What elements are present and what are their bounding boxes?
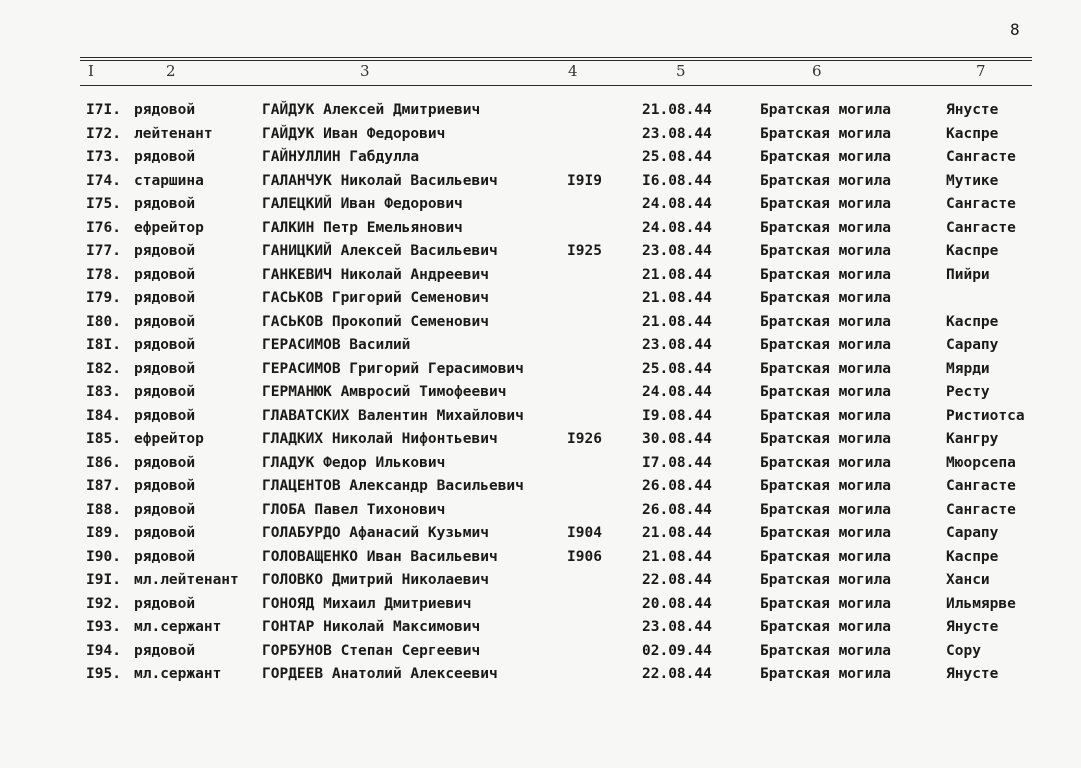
table-row [0, 267, 1081, 291]
record-burial-type: Братская могила [760, 243, 891, 259]
record-rank: рядовой [134, 384, 196, 400]
record-number: I86. [86, 454, 121, 471]
record-death-date: 26.08.44 [642, 501, 712, 518]
record-death-date: I7.08.44 [642, 454, 712, 471]
record-number: I89. [86, 525, 121, 541]
record-rank: старшина [134, 172, 204, 189]
record-burial-place: Мюорсепа [946, 454, 1016, 471]
record-burial-type: Братская могила [760, 219, 891, 236]
record-rank: рядовой [134, 243, 196, 259]
record-burial-place: Сангасте [946, 196, 1016, 212]
record-burial-type: Братская могила [760, 548, 891, 565]
record-death-date: 30.08.44 [642, 431, 712, 447]
record-burial-type: Братская могила [760, 407, 891, 424]
record-burial-type: Братская могила [760, 149, 891, 165]
record-burial-place: Сангасте [946, 478, 1016, 494]
column-number-4: 4 [568, 62, 578, 80]
record-name: ГАЙДУК Алексей Дмитриевич [262, 102, 481, 118]
record-death-date: 20.08.44 [642, 595, 712, 612]
record-rank: рядовой [134, 407, 196, 424]
page-number: 8 [1010, 20, 1020, 39]
table-row [0, 431, 1081, 455]
record-name: ГОНОЯД Михаил Дмитриевич [262, 595, 472, 612]
record-burial-type: Братская могила [760, 666, 891, 682]
record-death-date: 23.08.44 [642, 337, 712, 353]
record-name: ГАЛЕЦКИЙ Иван Федорович [262, 196, 463, 212]
record-burial-type: Братская могила [760, 313, 891, 330]
record-burial-type: Братская могила [760, 196, 891, 212]
record-death-date: 24.08.44 [642, 219, 712, 236]
record-name: ГЛОБА Павел Тихонович [262, 501, 446, 518]
column-number-6: 6 [812, 62, 822, 80]
record-burial-type: Братская могила [760, 266, 891, 283]
record-name: ГЕРМАНЮК Амвросий Тимофеевич [262, 384, 507, 400]
record-burial-place: Янусте [946, 102, 999, 118]
record-name: ГОЛОВКО Дмитрий Николаевич [262, 572, 489, 588]
record-birth-year: I906 [567, 548, 602, 565]
record-burial-type: Братская могила [760, 384, 891, 400]
record-death-date: 23.08.44 [642, 125, 712, 142]
record-name: ГЕРАСИМОВ Василий [262, 337, 411, 353]
record-burial-type: Братская могила [760, 290, 891, 306]
table-row [0, 643, 1081, 667]
record-rank: мл.сержант [134, 666, 222, 682]
record-burial-place: Сангасте [946, 501, 1016, 518]
table-row [0, 173, 1081, 197]
record-name: ГЛАДКИХ Николай Нифонтьевич [262, 431, 498, 447]
record-number: I73. [86, 149, 121, 165]
table-row [0, 102, 1081, 126]
record-rank: рядовой [134, 548, 196, 565]
record-death-date: 02.09.44 [642, 642, 712, 659]
record-number: I92. [86, 595, 121, 612]
record-death-date: 21.08.44 [642, 313, 712, 330]
table-row [0, 455, 1081, 479]
record-rank: рядовой [134, 149, 196, 165]
record-number: I94. [86, 642, 121, 659]
record-number: I93. [86, 619, 121, 635]
record-name: ГАСЬКОВ Прокопий Семенович [262, 313, 489, 330]
record-name: ГАЛКИН Петр Емельянович [262, 219, 463, 236]
record-burial-place: Сору [946, 642, 981, 659]
record-death-date: 22.08.44 [642, 666, 712, 682]
column-number-1: I [88, 62, 94, 80]
table-row [0, 549, 1081, 573]
record-death-date: 21.08.44 [642, 266, 712, 283]
record-death-date: 24.08.44 [642, 384, 712, 400]
record-name: ГЕРАСИМОВ Григорий Герасимович [262, 360, 524, 377]
record-rank: рядовой [134, 266, 196, 283]
record-burial-type: Братская могила [760, 642, 891, 659]
column-number-2: 2 [166, 62, 176, 80]
record-number: I83. [86, 384, 121, 400]
record-rank: рядовой [134, 102, 196, 118]
record-number: I72. [86, 125, 121, 142]
record-burial-type: Братская могила [760, 525, 891, 541]
header-rule-top-second [80, 60, 1032, 61]
table-row [0, 290, 1081, 314]
record-name: ГОЛОВАЩЕНКО Иван Васильевич [262, 548, 498, 565]
record-death-date: 21.08.44 [642, 525, 712, 541]
record-burial-type: Братская могила [760, 172, 891, 189]
record-death-date: 26.08.44 [642, 478, 712, 494]
table-row [0, 596, 1081, 620]
record-burial-place: Ресту [946, 384, 990, 400]
table-row [0, 196, 1081, 220]
record-name: ГЛАЦЕНТОВ Александр Васильевич [262, 478, 524, 494]
record-rank: рядовой [134, 642, 196, 659]
record-burial-place: Сангасте [946, 149, 1016, 165]
record-death-date: 23.08.44 [642, 619, 712, 635]
record-death-date: I9.08.44 [642, 407, 712, 424]
record-burial-type: Братская могила [760, 337, 891, 353]
column-number-3: 3 [360, 62, 370, 80]
record-burial-place: Ристиотса [946, 407, 1025, 424]
record-rank: рядовой [134, 454, 196, 471]
record-rank: лейтенант [134, 125, 213, 142]
record-number: I95. [86, 666, 121, 682]
record-number: I8I. [86, 337, 121, 353]
column-number-7: 7 [976, 62, 986, 80]
record-burial-type: Братская могила [760, 454, 891, 471]
table-row [0, 572, 1081, 596]
record-rank: рядовой [134, 196, 196, 212]
table-row [0, 126, 1081, 150]
record-burial-type: Братская могила [760, 595, 891, 612]
record-burial-place: Каспре [946, 125, 999, 142]
record-burial-type: Братская могила [760, 125, 891, 142]
table-row [0, 619, 1081, 643]
table-row [0, 243, 1081, 267]
table-row [0, 525, 1081, 549]
record-rank: рядовой [134, 595, 196, 612]
record-birth-year: I9I9 [567, 172, 602, 189]
record-name: ГАЙНУЛЛИН Габдулла [262, 149, 420, 165]
record-name: ГАНИЦКИЙ Алексей Васильевич [262, 243, 498, 259]
records-table [0, 102, 1081, 690]
record-number: I79. [86, 290, 121, 306]
record-burial-place: Каспре [946, 313, 999, 330]
record-burial-type: Братская могила [760, 572, 891, 588]
record-birth-year: I926 [567, 431, 602, 447]
record-number: I85. [86, 431, 121, 447]
table-row [0, 149, 1081, 173]
record-burial-place: Мярди [946, 360, 990, 377]
table-row [0, 384, 1081, 408]
record-burial-type: Братская могила [760, 478, 891, 494]
column-number-5: 5 [676, 62, 686, 80]
record-burial-place: Янусте [946, 619, 999, 635]
record-death-date: 25.08.44 [642, 149, 712, 165]
record-rank: рядовой [134, 290, 196, 306]
record-name: ГОРБУНОВ Степан Сергеевич [262, 642, 481, 659]
record-name: ГАЛАНЧУК Николай Васильевич [262, 172, 498, 189]
table-row [0, 361, 1081, 385]
record-number: I78. [86, 266, 121, 283]
record-rank: рядовой [134, 360, 196, 377]
record-name: ГАЙДУК Иван Федорович [262, 125, 446, 142]
record-burial-place: Янусте [946, 666, 999, 682]
record-burial-place: Каспре [946, 548, 999, 565]
table-row [0, 502, 1081, 526]
record-death-date: 25.08.44 [642, 360, 712, 377]
record-name: ГОНТАР Николай Максимович [262, 619, 481, 635]
table-row [0, 220, 1081, 244]
column-number-header [0, 62, 1081, 82]
record-number: I84. [86, 407, 121, 424]
record-burial-type: Братская могила [760, 619, 891, 635]
record-name: ГАСЬКОВ Григорий Семенович [262, 290, 489, 306]
record-rank: рядовой [134, 337, 196, 353]
record-number: I76. [86, 219, 121, 236]
header-rule-top [80, 57, 1032, 58]
record-burial-place: Сарапу [946, 525, 999, 541]
record-number: I87. [86, 478, 121, 494]
record-rank: ефрейтор [134, 431, 204, 447]
record-burial-place: Ильмярве [946, 595, 1016, 612]
record-burial-type: Братская могила [760, 102, 891, 118]
record-number: I88. [86, 501, 121, 518]
table-row [0, 408, 1081, 432]
record-death-date: 21.08.44 [642, 102, 712, 118]
record-death-date: 23.08.44 [642, 243, 712, 259]
record-burial-place: Мутике [946, 172, 999, 189]
record-number: I77. [86, 243, 121, 259]
record-burial-place: Каспре [946, 243, 999, 259]
table-row [0, 337, 1081, 361]
record-burial-place: Ханси [946, 572, 990, 588]
record-burial-place: Кангру [946, 431, 999, 447]
record-number: I80. [86, 313, 121, 330]
record-death-date: 21.08.44 [642, 290, 712, 306]
record-birth-year: I925 [567, 243, 602, 259]
record-rank: мл.лейтенант [134, 572, 239, 588]
record-death-date: 22.08.44 [642, 572, 712, 588]
record-rank: рядовой [134, 525, 196, 541]
record-burial-place: Пийри [946, 266, 990, 283]
table-row [0, 666, 1081, 690]
record-number: I75. [86, 196, 121, 212]
record-rank: рядовой [134, 501, 196, 518]
record-death-date: 21.08.44 [642, 548, 712, 565]
record-name: ГЛАВАТСКИХ Валентин Михайлович [262, 407, 524, 424]
record-birth-year: I904 [567, 525, 602, 541]
record-death-date: I6.08.44 [642, 172, 712, 189]
record-rank: рядовой [134, 478, 196, 494]
record-number: I90. [86, 548, 121, 565]
record-burial-type: Братская могила [760, 360, 891, 377]
record-name: ГАНКЕВИЧ Николай Андреевич [262, 266, 489, 283]
record-burial-place: Сарапу [946, 337, 999, 353]
record-burial-type: Братская могила [760, 431, 891, 447]
record-rank: ефрейтор [134, 219, 204, 236]
record-name: ГЛАДУК Федор Илькович [262, 454, 446, 471]
header-rule-bottom [80, 85, 1032, 86]
record-number: I7I. [86, 102, 121, 118]
table-row [0, 314, 1081, 338]
record-rank: рядовой [134, 313, 196, 330]
record-name: ГОРДЕЕВ Анатолий Алексеевич [262, 666, 498, 682]
record-rank: мл.сержант [134, 619, 222, 635]
record-name: ГОЛАБУРДО Афанасий Кузьмич [262, 525, 489, 541]
record-death-date: 24.08.44 [642, 196, 712, 212]
record-number: I9I. [86, 572, 121, 588]
table-row [0, 478, 1081, 502]
record-number: I74. [86, 172, 121, 189]
record-number: I82. [86, 360, 121, 377]
record-burial-place: Сангасте [946, 219, 1016, 236]
record-burial-type: Братская могила [760, 501, 891, 518]
